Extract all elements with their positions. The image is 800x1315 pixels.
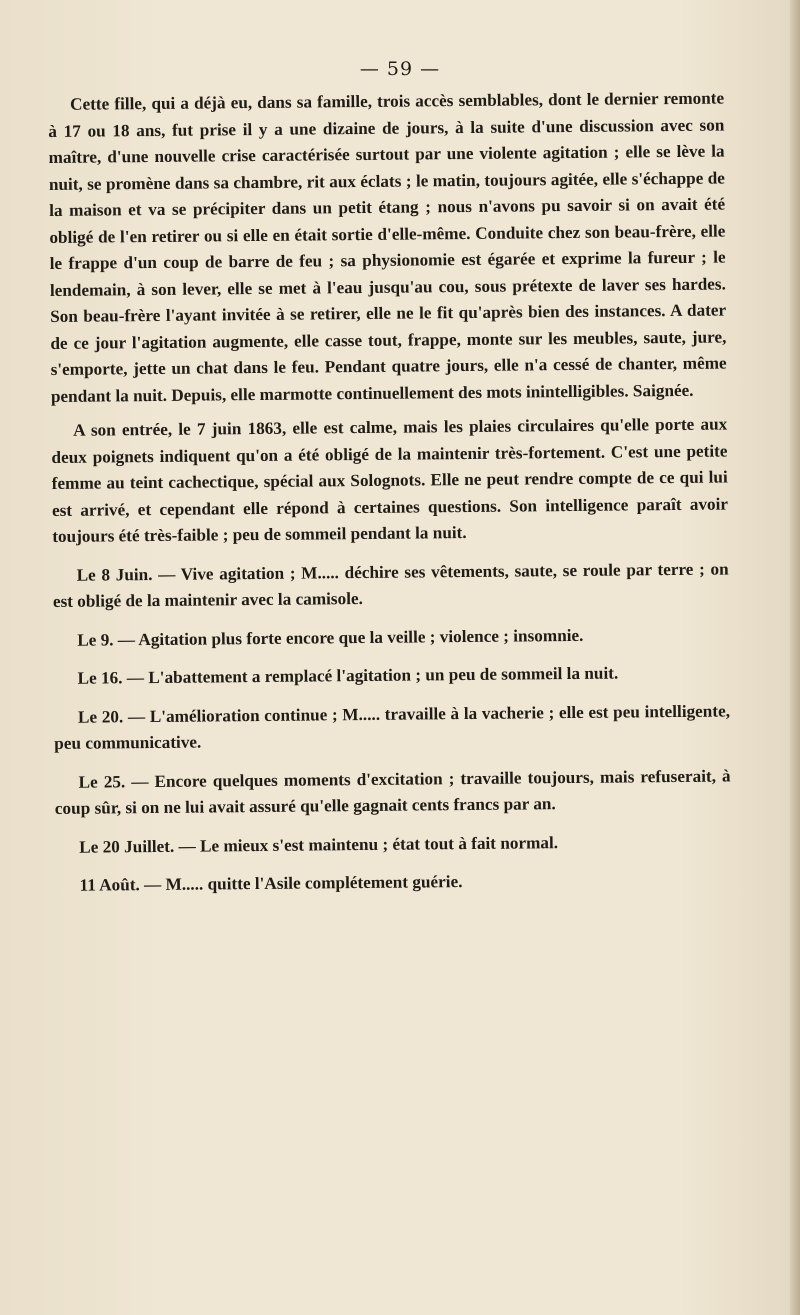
paragraph-history: Cette fille, qui a déjà eu, dans sa famille, trois accès semblables, dont le dernier remonte à 17 ou 18 ans, fut prise il y a une dizaine de jours, à la suite d'une discussion avec son maître, d'une nouvelle crise caractérisée surtout par une violente agitation ; elle se lève la nuit, se promène dans sa chambre, rit aux éclats ; le matin, toujours agitée, elle s'échappe de la maison et va se précipiter dans un petit étang ; nous n'avons pu savoir si on avait été obligé de l'en retirer ou si elle en était sortie d'elle-même. Conduite chez son beau-frère, elle le frappe d'un coup de barre de feu ; sa physionomie est égarée et exprime la fureur ; le lendemain, à son lever, elle se met à l'eau jusqu'au cou, sous prétexte de laver ses hardes. Son beau-frère l'ayant invitée à se retirer, elle ne le fit qu'après bien des instances. A dater de ce jour l'agitation augmente, elle casse tout, frappe, monte sur les meubles, saute, jure, s'emporte, jette un chat dans le feu. Pendant quatre jours, elle n'a cessé de chanter, même pendant la nuit. Depuis, elle marmotte continuellement des mots inintelligibles. Saignée.: [48, 88, 727, 406]
entry-9: Le 9. — Agitation plus forte encore que la veille ; violence ; insomnie.: [77, 625, 584, 650]
page-number: — 59 —: [359, 58, 441, 80]
entry-16: Le 16. — L'abattement a remplacé l'agitation ; un peu de sommeil la nuit.: [77, 663, 619, 688]
entry-8-juin: Le 8 Juin. — Vive agitation ; M..... déchire ses vêtements, saute, se roule par terre ; on est obligé de la maintenir avec la camisole.: [52, 558, 729, 611]
entry-25: Le 25. — Encore quelques moments d'excitation ; travaille toujours, mais refuserait, à coup sûr, si on ne lui avait assuré qu'elle gagnait cents francs par an.: [54, 765, 731, 818]
entry-20: Le 20. — L'amélioration continue ; M..... travaille à la vacherie ; elle est peu intelligente, peu communicative.: [54, 700, 731, 753]
entry-20-juillet: Le 20 Juillet. — Le mieux s'est maintenu ; état tout à fait normal.: [79, 832, 559, 857]
page-edge: [790, 0, 800, 1315]
paragraph-admission: A son entrée, le 7 juin 1863, elle est calme, mais les plaies circulaires qu'elle porte aux deux poignets indiquent qu'on a été obligé de la maintenir très-fortement. C'est une petite femme au teint cachectique, spécial aux Solognots. Elle ne peut rendre compte de ce qui lui est arrivé, et cependant elle répond à certaines questions. Son intelligence paraît avoir toujours été très-faible ; peu de sommeil pendant la nuit.: [51, 414, 729, 546]
entry-11-aout: 11 Août. — M..... quitte l'Asile complétement guérie.: [79, 872, 463, 895]
page-text: [48, 86, 732, 900]
